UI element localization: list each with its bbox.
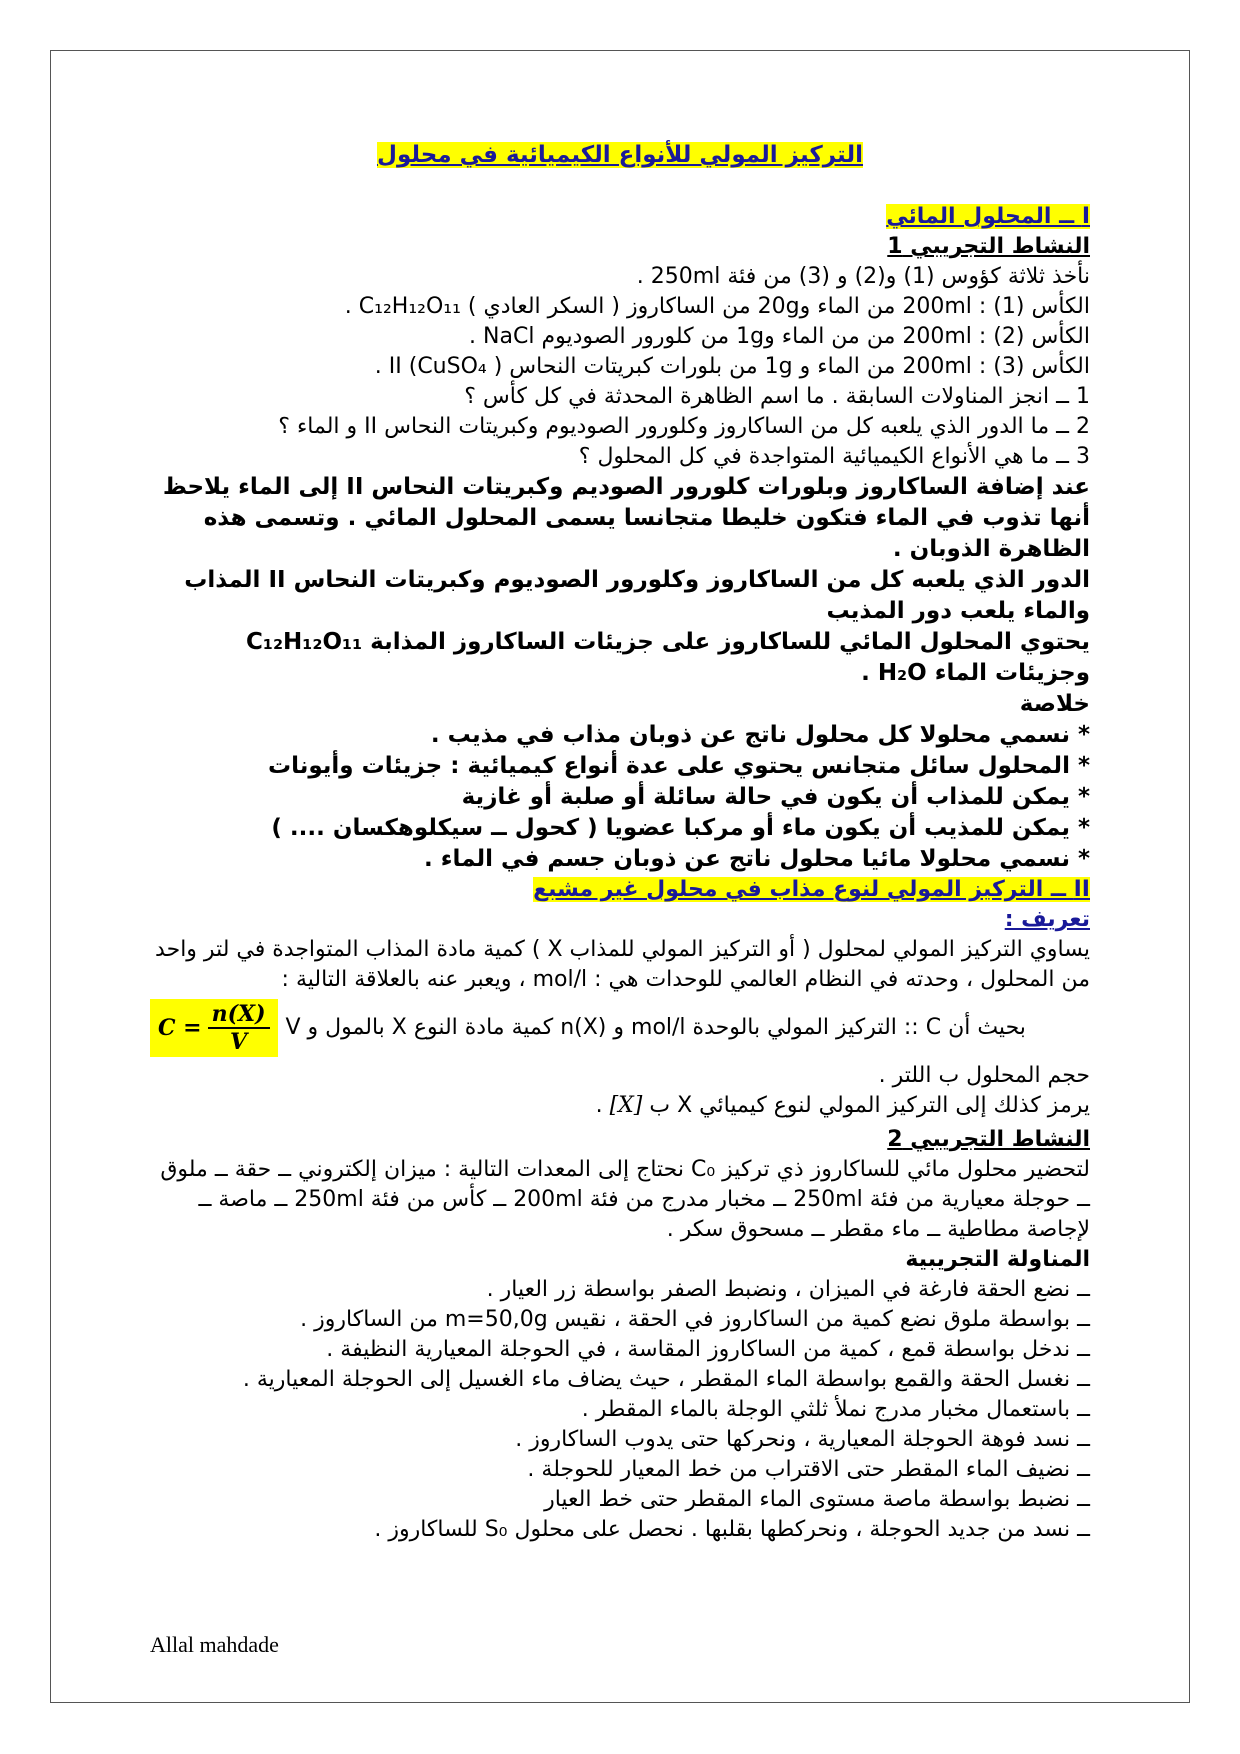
definition-text: يساوي التركيز المولي لمحلول ( أو التركيز المولي للمذاب X ) كمية مادة المذاب المتواجدة في لتر واحد من المحلول ، وحدته في النظام العالمي للوحدات هي : mol/l ، ويعبر عنه بالعلاقة التالية : bbox=[155, 937, 1090, 992]
summary-item: * المحلول سائل متجانس يحتوي على عدة أنواع كيميائية : جزيئات وأيونات bbox=[267, 753, 1090, 779]
summary-item: * يمكن للمذاب أن يكون في حالة سائلة أو صلبة أو غازية bbox=[461, 784, 1090, 810]
activity-1-line: الكأس (1) : 200ml من الماء و20g من الساكاروز ( السكر العادي ) C₁₂H₁₂O₁₁ . bbox=[344, 294, 1090, 319]
procedure-step: ــ نسد من جديد الحوجلة ، ونحركطها بقلبها . نحصل على محلول S₀ للساكاروز . bbox=[374, 1517, 1090, 1542]
activity-2-intro: لتحضير محلول مائي للساكاروز ذي تركيز C₀ نحتاج إلى المعدات التالية : ميزان إلكتروني ــ حقة ــ ملوق ــ حوجلة معيارية من فئة 250ml ــ مخبار مدرج من فئة 200ml ــ كأس من فئة 250ml ــ ماصة ــ لإجاصة مطاطية ــ ماء مقطر ــ مسحوق سكر . bbox=[160, 1157, 1090, 1242]
formula-line bbox=[150, 999, 1090, 1057]
question-1: 1 ــ انجز المناولات السابقة . ما اسم الظاهرة المحدثة في كل كأس ؟ bbox=[464, 384, 1090, 409]
procedure-step: ــ بواسطة ملوق نضع كمية من الساكاروز في الحقة ، نقيس m=50,0g من الساكاروز . bbox=[300, 1307, 1090, 1332]
question-3: 3 ــ ما هي الأنواع الكيميائية المتواجدة في كل المحلول ؟ bbox=[578, 444, 1090, 469]
formula-numerator: n(X) bbox=[208, 1001, 270, 1029]
summary-item: * نسمي محلولا كل محلول ناتج عن ذوبان مذاب في مذيب . bbox=[430, 722, 1090, 748]
activity-1-heading: النشاط التجريبي 1 bbox=[887, 234, 1090, 259]
procedure-step: ــ نضيف الماء المقطر حتى الاقتراب من خط المعيار للحوجلة . bbox=[527, 1457, 1090, 1482]
role-paragraph: الدور الذي يلعبه كل من الساكاروز وكلورور الصوديوم وكبريتات النحاس II المذاب والماء يلعب دور المذيب bbox=[184, 567, 1090, 624]
formula-lhs: C = bbox=[158, 1015, 202, 1041]
procedure-step: ــ باستعمال مخبار مدرج نملأ ثلثي الوجلة بالماء المقطر . bbox=[581, 1397, 1090, 1422]
summary-item: * نسمي محلولا مائيا محلول ناتج عن ذوبان جسم في الماء . bbox=[423, 846, 1090, 872]
concentration-symbol: [X] bbox=[609, 1093, 643, 1118]
molar-concentration-formula bbox=[150, 999, 278, 1057]
author-footer: Allal mahdade bbox=[150, 1632, 279, 1657]
summary-item: * يمكن للمذيب أن يكون ماء أو مركبا عضويا ( كحول ــ سيكلوهكسان .... ) bbox=[271, 815, 1090, 841]
symbol-line: يرمز كذلك إلى التركيز المولي لنوع كيميائي X ب [X] . bbox=[595, 1093, 1090, 1118]
procedure-heading: المناولة التجريبية bbox=[905, 1247, 1090, 1272]
observation-paragraph: عند إضافة الساكاروز وبلورات كلورور الصوديم وكبريتات النحاس II إلى الماء يلاحظ أنها تذوب في الماء فتكون خليطا متجانسا يسمى المحلول المائي . وتسمى هذه الظاهرة الذوبان . bbox=[162, 474, 1090, 562]
formula-fraction bbox=[208, 1001, 270, 1055]
definition-heading: تعريف : bbox=[1004, 907, 1090, 932]
procedure-step: ــ نضبط بواسطة ماصة مستوى الماء المقطر حتى خط العيار bbox=[544, 1487, 1090, 1512]
question-2: 2 ــ ما الدور الذي يلعبه كل من الساكاروز وكلورور الصوديوم وكبريتات النحاس II و الماء ؟ bbox=[278, 414, 1090, 439]
document-title: التركيز المولي للأنواع الكيميائية في محلول bbox=[377, 142, 863, 168]
activity-1-line: الكأس (3) : 200ml من الماء و 1g من بلورات كبريتات النحاس II (CuSO₄ ) . bbox=[374, 354, 1090, 379]
formula-explanation: بحيث أن C :: التركيز المولي بالوحدة mol/l و n(X) كمية مادة النوع X بالمول و V bbox=[285, 1015, 1026, 1040]
summary-heading: خلاصة bbox=[1019, 691, 1090, 717]
procedure-step: ــ ندخل بواسطة قمع ، كمية من الساكاروز المقاسة ، في الحوجلة المعيارية النظيفة . bbox=[326, 1337, 1090, 1362]
formula-explanation-cont: حجم المحلول ب اللتر . bbox=[878, 1063, 1090, 1088]
procedure-step: ــ نغسل الحقة والقمع بواسطة الماء المقطر ، حيث يضاف ماء الغسيل إلى الحوجلة المعيارية . bbox=[242, 1367, 1090, 1392]
section-1-heading: I ــ المحلول المائي bbox=[886, 204, 1090, 229]
activity-1-line: نأخذ ثلاثة كؤوس (1) و(2) و (3) من فئة 250ml . bbox=[636, 264, 1090, 289]
procedure-step: ــ نضع الحقة فارغة في الميزان ، ونضبط الصفر بواسطة زر العيار . bbox=[486, 1277, 1090, 1302]
section-2-heading: II ــ التركيز المولي لنوع مذاب في محلول غير مشبع bbox=[533, 877, 1090, 902]
symbol-line-text: يرمز كذلك إلى التركيز المولي لنوع كيميائي X ب bbox=[649, 1093, 1090, 1118]
activity-1-line: الكأس (2) : 200ml من من الماء و1g من كلورور الصوديوم NaCl . bbox=[469, 324, 1090, 349]
formula-denominator: V bbox=[230, 1029, 248, 1055]
document-body bbox=[150, 140, 1090, 1545]
procedure-step: ــ نسد فوهة الحوجلة المعيارية ، ونحركها حتى يدوب الساكاروز . bbox=[515, 1427, 1090, 1452]
species-paragraph: يحتوي المحلول المائي للساكاروز على جزيئات الساكاروز المذابة C₁₂H₁₂O₁₁ وجزيئات الماء H₂O . bbox=[246, 629, 1090, 686]
activity-2-heading: النشاط التجريبي 2 bbox=[887, 1127, 1090, 1152]
